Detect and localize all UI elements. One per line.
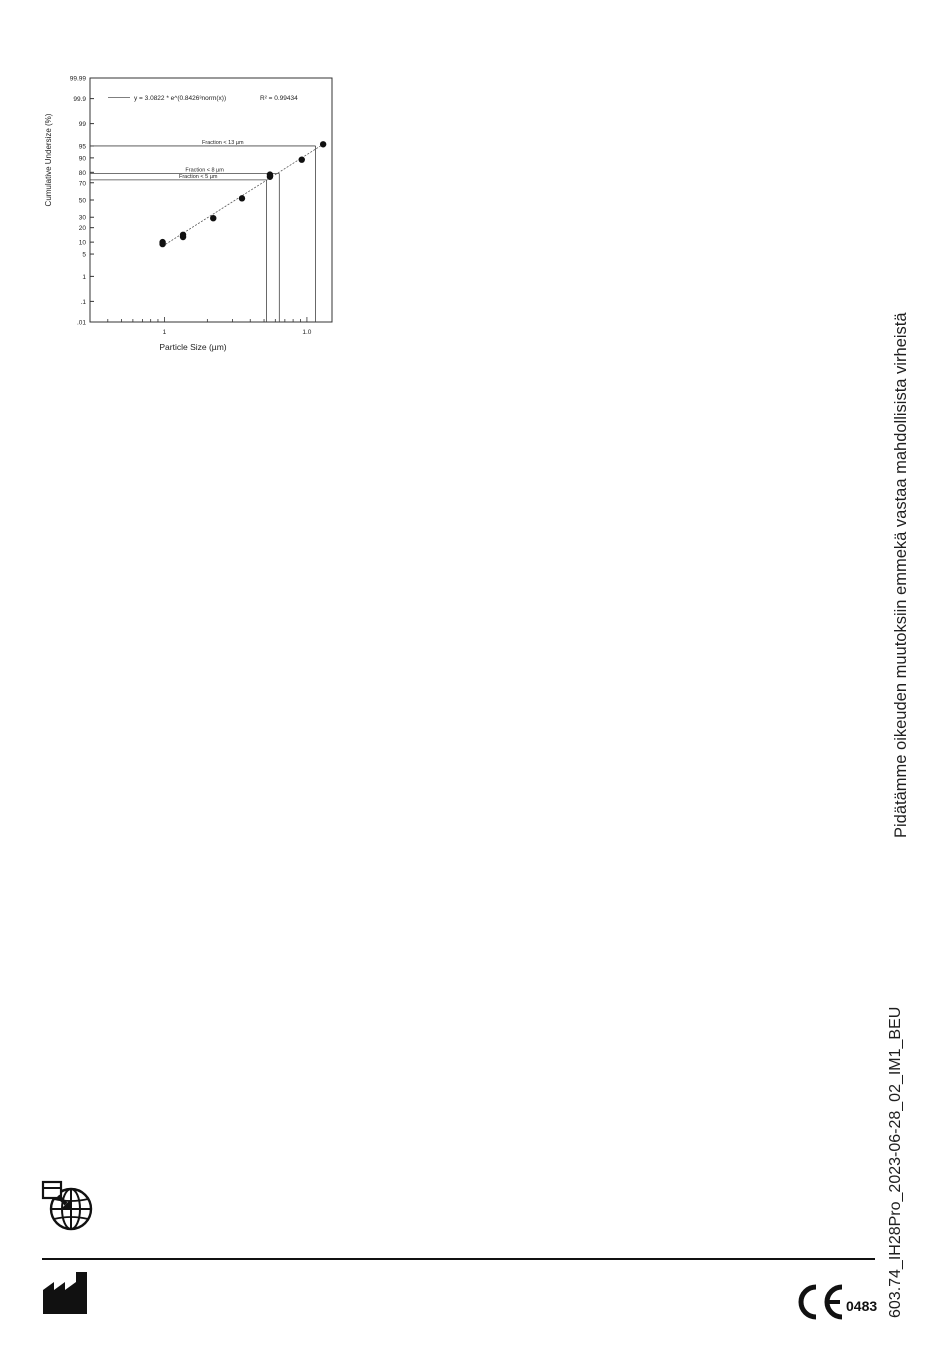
disclaimer-text: Pidätämme oikeuden muutoksiin emmekä vastaa mahdollisista virheistä bbox=[892, 312, 910, 838]
reference-line-label: Fraction < 5 µm bbox=[178, 173, 218, 180]
x-tick-label: 1.0 bbox=[302, 329, 312, 336]
importer-icon bbox=[40, 1178, 94, 1237]
x-tick-label: 1 bbox=[162, 329, 167, 336]
y-tick-label: 10 bbox=[78, 239, 86, 247]
ce-mark-icon bbox=[794, 1284, 846, 1325]
y-tick-label: 70 bbox=[78, 180, 86, 188]
y-tick-label: 99 bbox=[78, 121, 86, 129]
y-tick-label: .1 bbox=[80, 298, 86, 306]
y-tick-label: 30 bbox=[78, 214, 86, 222]
y-tick-label: 80 bbox=[78, 169, 86, 177]
data-point bbox=[180, 232, 186, 238]
plot-frame bbox=[90, 78, 332, 322]
y-tick-label: 50 bbox=[78, 197, 86, 205]
data-point bbox=[320, 141, 326, 147]
data-point bbox=[299, 156, 305, 162]
y-tick-label: 20 bbox=[78, 225, 86, 233]
reference-line-label: Fraction < 8 µm bbox=[185, 167, 224, 174]
data-point bbox=[239, 195, 245, 201]
y-tick-label: 99.99 bbox=[69, 75, 86, 83]
y-tick-label: .01 bbox=[76, 319, 86, 327]
data-point bbox=[210, 215, 216, 221]
y-tick-label: 99.9 bbox=[73, 96, 86, 104]
legend-label: y = 3.0822 * e^(0.8426³norm(x)) bbox=[134, 95, 227, 102]
legend-r2: R² = 0.99434 bbox=[260, 95, 298, 102]
document-id: 603.74_IH28Pro_2023-06-28_02_IM1_BEU bbox=[887, 1006, 904, 1318]
footer-divider bbox=[42, 1258, 875, 1260]
data-point bbox=[159, 241, 165, 247]
y-tick-label: 5 bbox=[82, 251, 86, 259]
x-axis-label: Particle Size (µm) bbox=[159, 342, 227, 352]
y-tick-label: 1 bbox=[82, 273, 86, 281]
ce-notified-body-number: 0483 bbox=[846, 1298, 878, 1314]
reference-line-label: Fraction < 13 µm bbox=[202, 139, 244, 146]
data-point bbox=[267, 171, 273, 177]
y-axis-label: Cumulative Undersize (%) bbox=[44, 113, 53, 207]
particle-size-chart bbox=[40, 70, 340, 355]
y-tick-label: 95 bbox=[78, 143, 86, 151]
y-tick-label: 90 bbox=[78, 155, 86, 163]
manufacturer-icon bbox=[43, 1272, 87, 1319]
